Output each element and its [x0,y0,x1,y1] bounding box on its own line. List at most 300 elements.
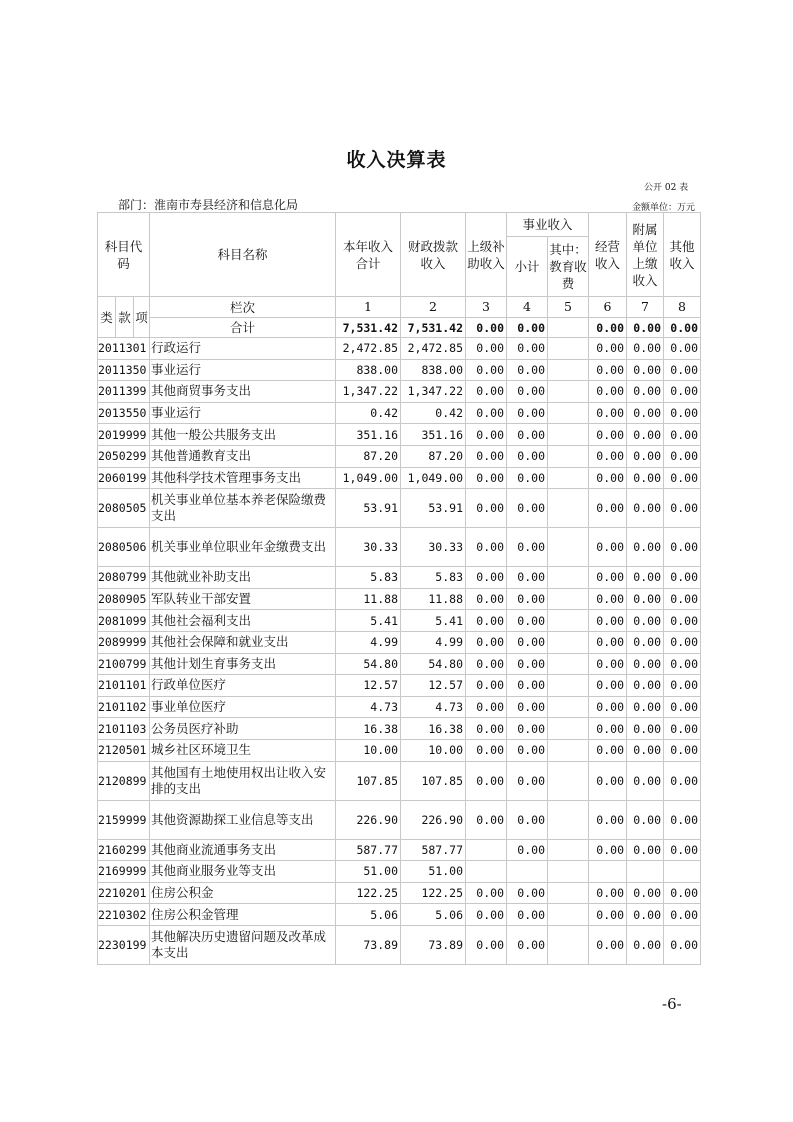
total-label: 合计 [150,318,336,338]
table-row [98,528,701,567]
amount-cell: 0.00 [589,839,627,861]
amount-cell [507,861,548,883]
amount-cell: 0.00 [466,718,507,740]
header-kuan: 款 [116,297,134,338]
amount-cell: 5.41 [401,610,466,632]
amount-cell: 838.00 [336,359,401,381]
amount-cell: 0.42 [401,402,466,424]
amount-cell: 0.00 [627,402,664,424]
amount-cell: 0.00 [507,588,548,610]
subject-name: 其他商贸事务支出 [150,381,336,403]
subject-code: 2080799 [98,567,150,589]
table-row [98,359,701,381]
amount-cell [627,861,664,883]
amount-cell: 0.00 [507,359,548,381]
amount-cell [548,610,589,632]
amount-cell: 0.00 [507,653,548,675]
amount-cell: 0.00 [466,739,507,761]
total-cell: 0.00 [627,318,664,338]
amount-cell [466,861,507,883]
amount-cell: 0.00 [627,588,664,610]
amount-cell: 0.00 [466,675,507,697]
amount-cell [548,567,589,589]
amount-cell: 0.00 [589,800,627,839]
table-row [98,445,701,467]
amount-cell: 0.00 [507,489,548,528]
amount-cell: 0.00 [466,467,507,489]
amount-cell: 0.00 [627,718,664,740]
total-cell: 7,531.42 [336,318,401,338]
amount-cell: 0.00 [589,567,627,589]
col-num: 8 [664,297,701,318]
amount-cell [548,653,589,675]
amount-cell: 122.25 [336,882,401,904]
amount-cell: 0.00 [507,631,548,653]
amount-cell: 30.33 [336,528,401,567]
subject-code: 2210302 [98,904,150,926]
subject-code: 2159999 [98,800,150,839]
amount-cell: 0.00 [664,528,701,567]
subject-code: 2120899 [98,761,150,800]
amount-cell: 0.00 [627,631,664,653]
amount-cell: 0.00 [664,359,701,381]
table-row [98,489,701,528]
amount-cell: 2,472.85 [336,338,401,360]
amount-cell: 73.89 [336,925,401,964]
amount-cell [664,861,701,883]
amount-cell: 0.00 [466,653,507,675]
table-row [98,696,701,718]
amount-cell: 0.00 [664,925,701,964]
header-code: 科目代码 [98,213,150,297]
amount-cell: 0.00 [664,402,701,424]
amount-cell: 0.00 [507,696,548,718]
amount-cell [589,861,627,883]
total-cell [548,318,589,338]
amount-cell [548,424,589,446]
amount-cell: 0.00 [664,653,701,675]
table-row [98,800,701,839]
amount-cell [548,588,589,610]
subject-code: 2080506 [98,528,150,567]
amount-cell: 51.00 [336,861,401,883]
amount-cell: 5.41 [336,610,401,632]
amount-cell: 0.00 [627,467,664,489]
amount-cell: 0.00 [466,489,507,528]
subject-name: 公务员医疗补助 [150,718,336,740]
amount-cell: 0.00 [627,381,664,403]
total-cell: 0.00 [664,318,701,338]
col-num: 3 [466,297,507,318]
amount-cell: 0.00 [664,718,701,740]
table-row [98,381,701,403]
amount-cell: 0.00 [466,338,507,360]
amount-cell: 0.00 [664,739,701,761]
subject-code: 2050299 [98,445,150,467]
amount-cell: 0.00 [507,338,548,360]
table-body [98,338,701,965]
subject-name: 城乡社区环境卫生 [150,739,336,761]
amount-cell: 0.00 [507,904,548,926]
table-row [98,402,701,424]
amount-cell: 0.00 [507,739,548,761]
unit-label: 金额单位：万元 [632,203,696,213]
table-row [98,467,701,489]
subject-code: 2120501 [98,739,150,761]
amount-cell: 53.91 [336,489,401,528]
amount-cell: 0.00 [507,839,548,861]
amount-cell: 0.00 [627,739,664,761]
subject-code: 2013550 [98,402,150,424]
amount-cell: 0.00 [589,882,627,904]
amount-cell: 0.00 [507,718,548,740]
amount-cell: 73.89 [401,925,466,964]
amount-cell: 4.73 [401,696,466,718]
amount-cell: 0.00 [664,761,701,800]
amount-cell: 1,049.00 [336,467,401,489]
subject-code: 2101101 [98,675,150,697]
amount-cell: 0.00 [466,445,507,467]
amount-cell: 12.57 [336,675,401,697]
header-sub: 小计 [507,237,548,297]
page-number: -6- [662,995,682,1013]
amount-cell: 0.00 [664,904,701,926]
subject-code: 2101103 [98,718,150,740]
header-biz: 事业收入 [507,213,589,237]
amount-cell: 0.00 [627,610,664,632]
amount-cell: 107.85 [401,761,466,800]
amount-cell: 0.00 [589,528,627,567]
amount-cell [548,861,589,883]
amount-cell: 0.00 [664,610,701,632]
amount-cell: 0.00 [589,631,627,653]
subject-code: 2081099 [98,610,150,632]
amount-cell: 0.00 [466,925,507,964]
amount-cell: 0.00 [507,761,548,800]
subject-name: 其他商业服务业等支出 [150,861,336,883]
amount-cell [548,718,589,740]
amount-cell: 5.06 [401,904,466,926]
amount-cell: 10.00 [336,739,401,761]
amount-cell [548,800,589,839]
subject-name: 其他社会福利支出 [150,610,336,632]
amount-cell: 0.00 [627,800,664,839]
amount-cell: 0.00 [466,424,507,446]
amount-cell: 0.00 [507,925,548,964]
amount-cell: 54.80 [401,653,466,675]
header-edu: 其中：教育收费 [548,237,589,297]
amount-cell: 0.00 [507,528,548,567]
amount-cell: 0.00 [664,567,701,589]
subject-name: 其他科学技术管理事务支出 [150,467,336,489]
total-row [98,318,701,338]
subject-name: 事业运行 [150,359,336,381]
total-cell: 7,531.42 [401,318,466,338]
amount-cell: 11.88 [401,588,466,610]
amount-cell: 226.90 [336,800,401,839]
subject-name: 其他一般公共服务支出 [150,424,336,446]
amount-cell [548,467,589,489]
table-row [98,567,701,589]
amount-cell: 0.00 [507,402,548,424]
subject-code: 2011350 [98,359,150,381]
col-num: 2 [401,297,466,318]
amount-cell: 0.00 [507,610,548,632]
form-number: 公开 02 表 [644,183,689,193]
header-oper: 经营收入 [589,213,627,297]
total-cell: 0.00 [507,318,548,338]
subject-name: 其他计划生育事务支出 [150,653,336,675]
amount-cell [466,839,507,861]
amount-cell: 0.00 [589,696,627,718]
amount-cell: 0.00 [664,631,701,653]
amount-cell: 107.85 [336,761,401,800]
amount-cell: 0.00 [664,489,701,528]
amount-cell: 0.00 [466,904,507,926]
amount-cell: 226.90 [401,800,466,839]
amount-cell: 0.00 [664,800,701,839]
amount-cell: 53.91 [401,489,466,528]
amount-cell: 0.00 [627,761,664,800]
subject-code: 2169999 [98,861,150,883]
amount-cell: 0.00 [589,424,627,446]
amount-cell: 0.00 [589,761,627,800]
amount-cell: 122.25 [401,882,466,904]
amount-cell: 1,049.00 [401,467,466,489]
amount-cell: 4.99 [401,631,466,653]
total-cell: 0.00 [589,318,627,338]
subject-name: 军队转业干部安置 [150,588,336,610]
amount-cell [548,631,589,653]
amount-cell: 0.00 [466,631,507,653]
col-num: 6 [589,297,627,318]
amount-cell [548,381,589,403]
subject-code: 2160299 [98,839,150,861]
amount-cell [548,904,589,926]
amount-cell: 0.00 [664,445,701,467]
amount-cell: 351.16 [401,424,466,446]
amount-cell: 0.00 [627,338,664,360]
header-total: 本年收入合计 [336,213,401,297]
subject-name: 行政单位医疗 [150,675,336,697]
amount-cell: 0.00 [466,567,507,589]
col-num: 1 [336,297,401,318]
amount-cell: 1,347.22 [336,381,401,403]
subject-code: 2060199 [98,467,150,489]
amount-cell: 0.00 [507,882,548,904]
table-row [98,861,701,883]
table-row [98,653,701,675]
subject-code: 2089999 [98,631,150,653]
subject-code: 2080905 [98,588,150,610]
header-name: 科目名称 [150,213,336,297]
amount-cell [548,359,589,381]
col-num: 7 [627,297,664,318]
amount-cell: 0.00 [507,445,548,467]
amount-cell: 0.00 [589,904,627,926]
subject-name: 机关事业单位职业年金缴费支出 [150,528,336,567]
amount-cell: 5.06 [336,904,401,926]
amount-cell: 0.00 [589,359,627,381]
amount-cell: 587.77 [336,839,401,861]
amount-cell: 5.83 [401,567,466,589]
subject-name: 其他商业流通事务支出 [150,839,336,861]
amount-cell: 0.00 [589,925,627,964]
amount-cell: 587.77 [401,839,466,861]
table-row [98,424,701,446]
table-row [98,925,701,964]
table-row [98,631,701,653]
amount-cell: 0.00 [589,610,627,632]
amount-cell [548,925,589,964]
amount-cell: 0.00 [664,675,701,697]
amount-cell [548,739,589,761]
amount-cell: 16.38 [336,718,401,740]
table-row [98,839,701,861]
amount-cell: 0.00 [466,381,507,403]
department-label: 部门：淮南市寿县经济和信息化局 [118,198,299,212]
amount-cell: 0.00 [589,381,627,403]
subject-name: 其他解决历史遗留问题及改革成本支出 [150,925,336,964]
amount-cell: 0.00 [627,653,664,675]
amount-cell: 51.00 [401,861,466,883]
amount-cell: 30.33 [401,528,466,567]
subject-code: 2011301 [98,338,150,360]
subject-name: 住房公积金 [150,882,336,904]
amount-cell: 0.00 [627,904,664,926]
subject-name: 其他就业补助支出 [150,567,336,589]
subject-code: 2100799 [98,653,150,675]
amount-cell: 0.00 [466,610,507,632]
amount-cell: 0.00 [627,839,664,861]
amount-cell: 0.00 [589,338,627,360]
table-row [98,588,701,610]
amount-cell: 0.00 [627,424,664,446]
amount-cell: 4.73 [336,696,401,718]
table-row [98,338,701,360]
subject-name: 其他社会保障和就业支出 [150,631,336,653]
page-title: 收入决算表 [346,149,447,171]
amount-cell: 0.00 [627,359,664,381]
amount-cell: 0.00 [664,696,701,718]
amount-cell: 0.00 [507,381,548,403]
amount-cell [548,761,589,800]
subject-name: 事业单位医疗 [150,696,336,718]
amount-cell [548,402,589,424]
amount-cell: 0.00 [507,800,548,839]
amount-cell: 0.42 [336,402,401,424]
amount-cell [548,696,589,718]
subject-name: 机关事业单位基本养老保险缴费支出 [150,489,336,528]
amount-cell: 0.00 [627,675,664,697]
amount-cell [548,489,589,528]
subject-code: 2011399 [98,381,150,403]
amount-cell: 0.00 [466,528,507,567]
amount-cell: 0.00 [589,739,627,761]
amount-cell: 0.00 [589,402,627,424]
amount-cell: 16.38 [401,718,466,740]
amount-cell: 0.00 [466,696,507,718]
amount-cell: 0.00 [664,839,701,861]
amount-cell [548,675,589,697]
amount-cell: 0.00 [507,467,548,489]
amount-cell: 0.00 [664,424,701,446]
subject-code: 2101102 [98,696,150,718]
amount-cell: 0.00 [466,359,507,381]
amount-cell [548,445,589,467]
amount-cell: 0.00 [589,489,627,528]
amount-cell [548,839,589,861]
table-row [98,675,701,697]
table-row [98,718,701,740]
amount-cell: 1,347.22 [401,381,466,403]
amount-cell: 0.00 [507,567,548,589]
amount-cell: 0.00 [627,528,664,567]
amount-cell: 0.00 [466,402,507,424]
header-fiscal: 财政拨款收入 [401,213,466,297]
amount-cell: 0.00 [589,675,627,697]
amount-cell: 87.20 [401,445,466,467]
amount-cell: 0.00 [589,445,627,467]
amount-cell: 2,472.85 [401,338,466,360]
subject-name: 住房公积金管理 [150,904,336,926]
amount-cell [548,528,589,567]
amount-cell: 10.00 [401,739,466,761]
header-lei: 类 [98,297,116,338]
total-cell: 0.00 [466,318,507,338]
amount-cell: 0.00 [589,467,627,489]
amount-cell: 0.00 [589,588,627,610]
subject-name: 其他普通教育支出 [150,445,336,467]
table-row [98,904,701,926]
subject-name: 事业运行 [150,402,336,424]
amount-cell [548,882,589,904]
amount-cell: 11.88 [336,588,401,610]
amount-cell: 838.00 [401,359,466,381]
amount-cell: 4.99 [336,631,401,653]
amount-cell: 0.00 [627,567,664,589]
amount-cell: 0.00 [466,882,507,904]
amount-cell: 0.00 [664,381,701,403]
amount-cell [548,338,589,360]
table-row [98,739,701,761]
subject-name: 其他国有土地使用权出让收入安排的支出 [150,761,336,800]
amount-cell: 0.00 [664,338,701,360]
amount-cell: 5.83 [336,567,401,589]
amount-cell: 0.00 [627,489,664,528]
header-attached: 附属单位上缴收入 [627,213,664,297]
amount-cell: 87.20 [336,445,401,467]
subject-name: 其他资源勘探工业信息等支出 [150,800,336,839]
amount-cell: 0.00 [627,445,664,467]
col-num: 4 [507,297,548,318]
amount-cell: 351.16 [336,424,401,446]
header-other: 其他收入 [664,213,701,297]
amount-cell: 0.00 [664,882,701,904]
subject-code: 2019999 [98,424,150,446]
amount-cell: 0.00 [466,588,507,610]
header-lanci: 栏次 [150,297,336,318]
header-xiang: 项 [134,297,150,338]
amount-cell: 0.00 [589,718,627,740]
amount-cell: 0.00 [507,675,548,697]
amount-cell: 0.00 [589,653,627,675]
amount-cell: 0.00 [627,882,664,904]
col-num: 5 [548,297,589,318]
table-row [98,882,701,904]
amount-cell: 0.00 [664,588,701,610]
amount-cell: 0.00 [466,800,507,839]
